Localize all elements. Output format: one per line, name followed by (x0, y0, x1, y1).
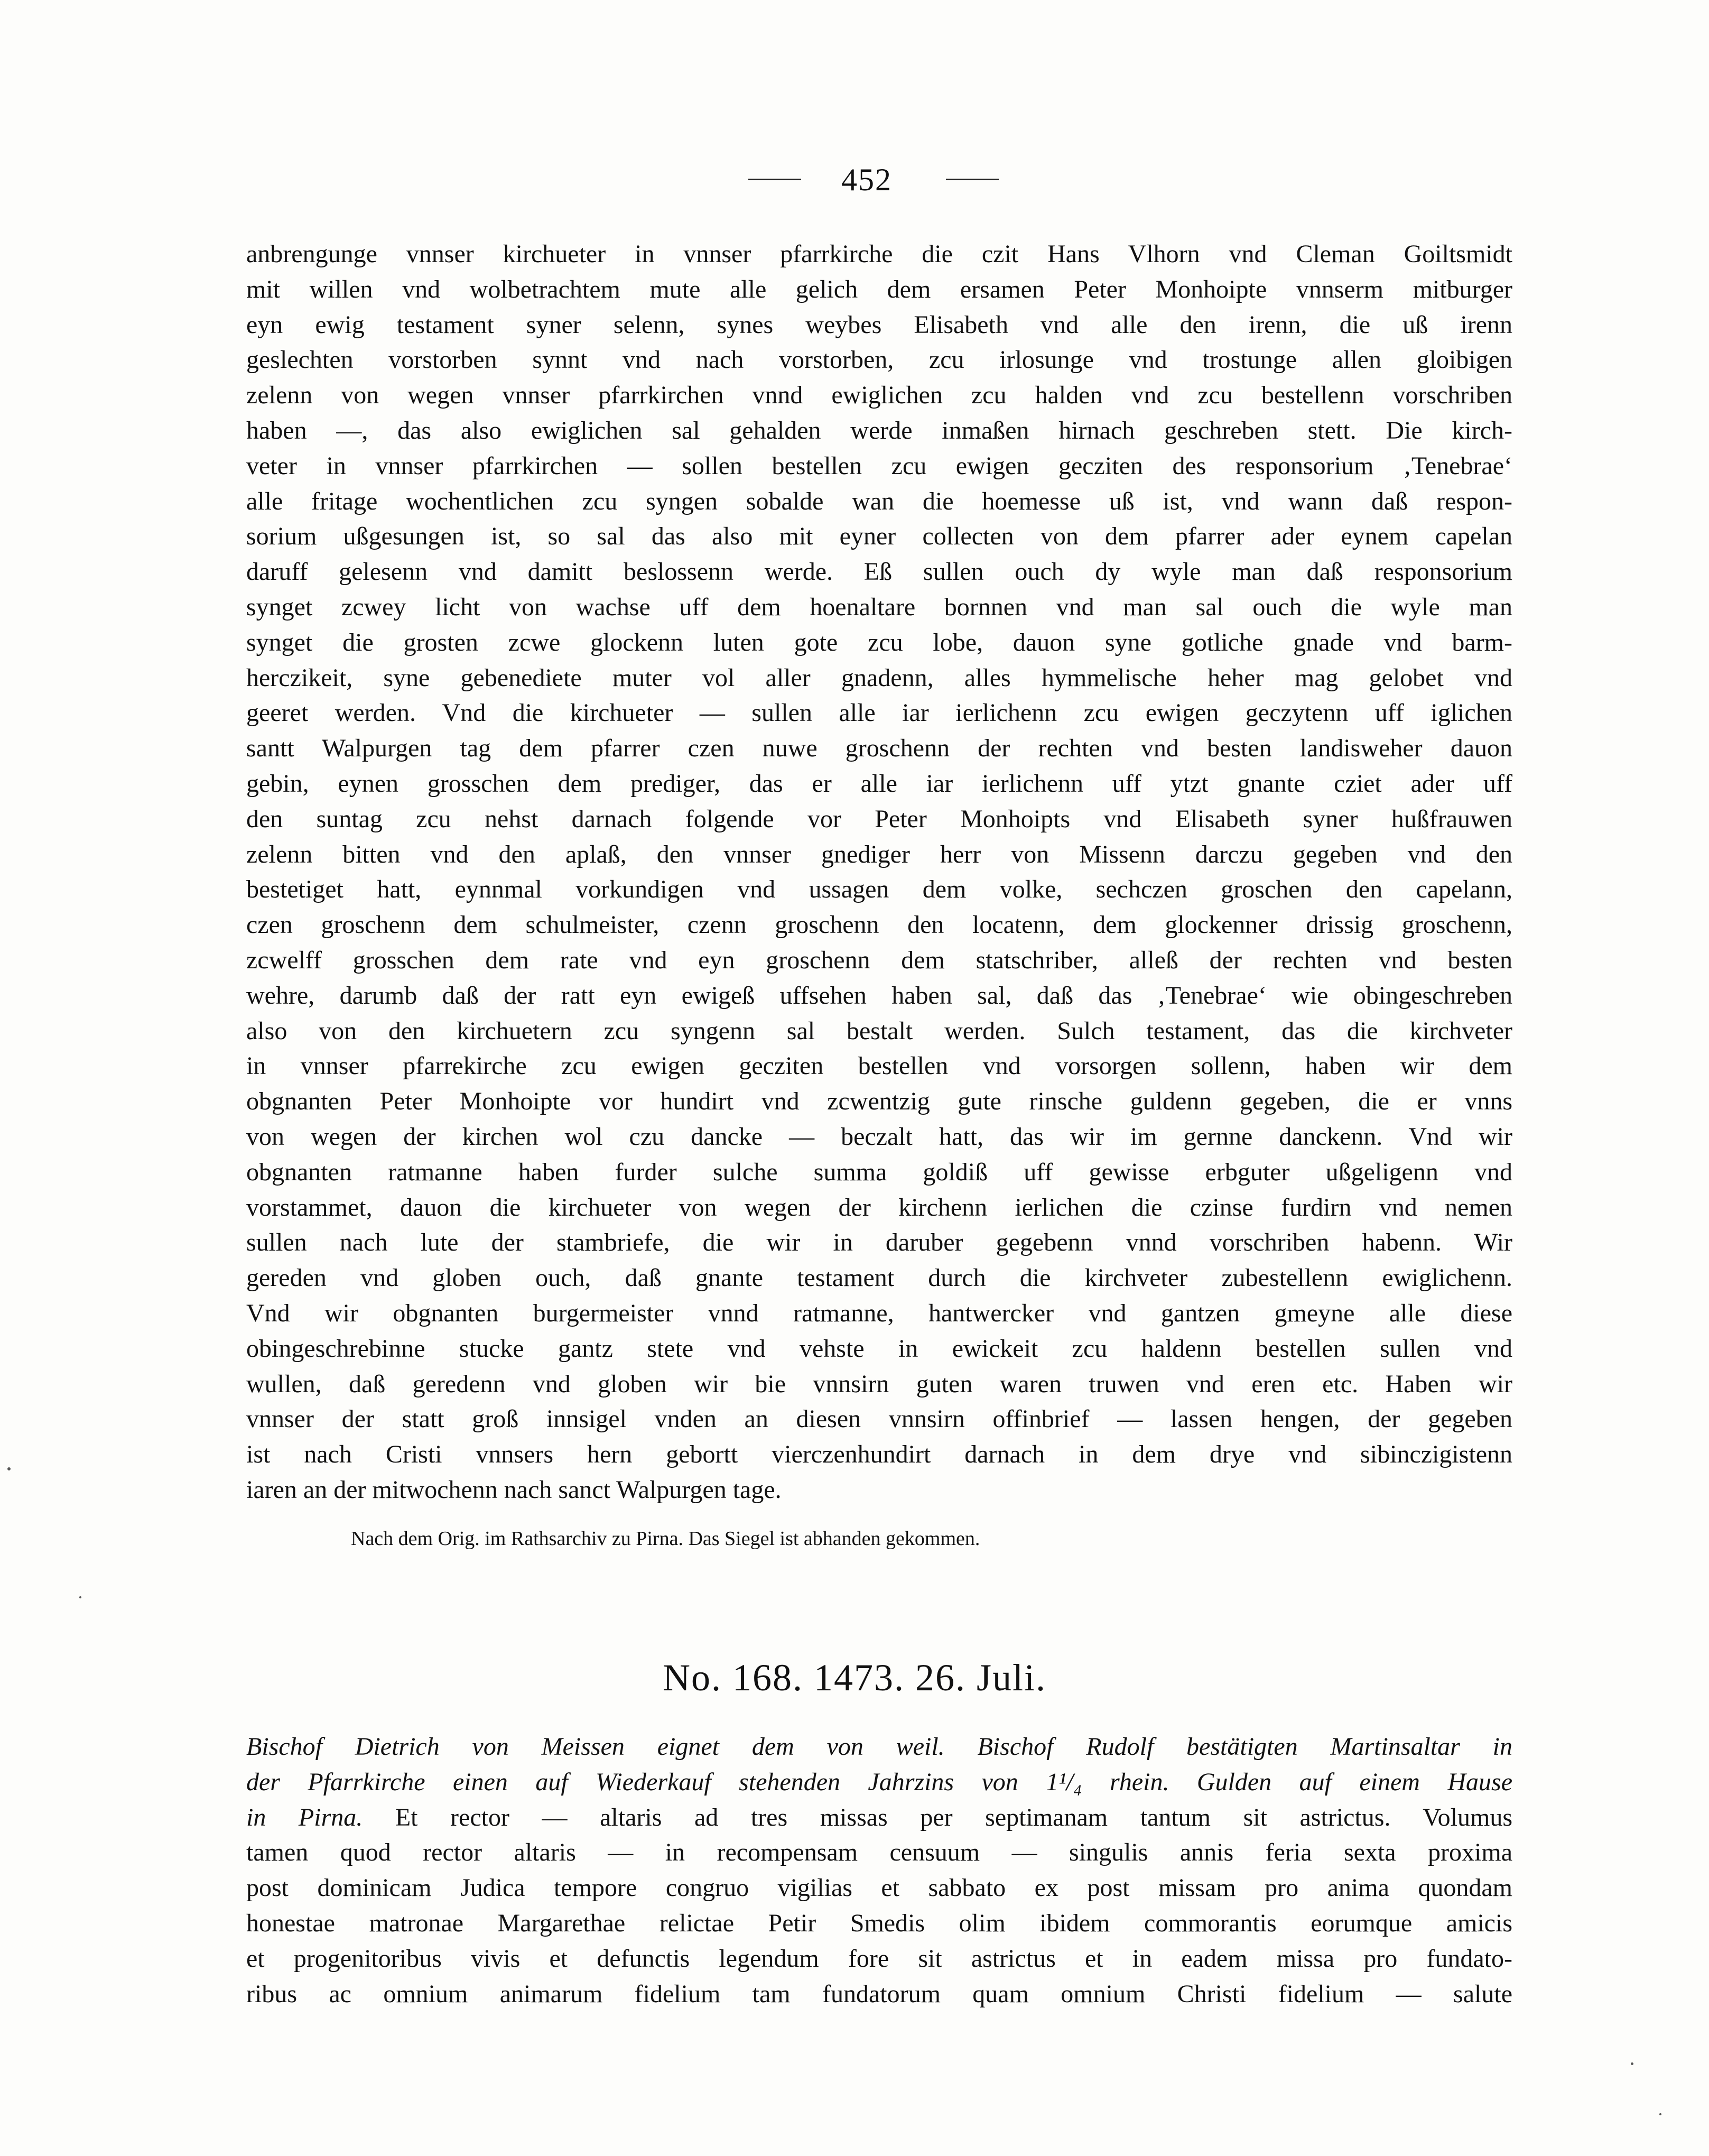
body-text-line: ist nach Cristi vnnsers hern gebortt vierczenhundirt darnach in dem drye vnd sibinczigistenn (246, 1440, 1512, 1469)
regest-italic-text: Bischof Dietrich von Meissen eignet dem von weil. Bischof Rudolf bestätigten Martinsaltar in (246, 1733, 1512, 1761)
body-text-line: iaren an der mitwochenn nach sanct Walpurgen tage. (246, 1475, 782, 1504)
document-body-text (246, 237, 1512, 1508)
body-text-line: alle fritage wochentlichen zcu syngen sobalde wan die hoemesse uß ist, vnd wann daß respon- (246, 487, 1512, 515)
margin-speck (79, 1596, 81, 1598)
regest-roman-text: et progenitoribus vivis et defunctis legendum fore sit astrictus et in eadem missa pro fundato- (246, 1944, 1512, 1973)
regest-text-line (246, 1906, 1512, 1941)
body-text-line: also von den kirchuetern zcu syngenn sal bestalt werden. Sulch testament, das die kirchveter (246, 1016, 1512, 1045)
document-heading: No. 168. 1473. 26. Juli. (662, 1657, 1047, 1699)
margin-speck (7, 1467, 11, 1470)
regest-text-line (246, 1941, 1512, 1977)
body-text-line: zelenn von wegen vnnser pfarrkirchen vnnd ewiglichen zcu halden vnd zcu bestellenn vorschriben (246, 381, 1512, 410)
regest-text-line (246, 1977, 1512, 2012)
body-text-line: santt Walpurgen tag dem pfarrer czen nuwe groschenn der rechten vnd besten landisweher dauon (246, 734, 1512, 763)
body-text-line: veter in vnnser pfarrkirchen — sollen bestellen zcu ewigen gecziten des responsorium ‚Tenebrae‘ (246, 451, 1512, 480)
body-text-line: geslechten vorstorben synnt vnd nach vorstorben, zcu irlosunge vnd trostunge allen gloibigen (246, 346, 1512, 374)
body-text-line: vnnser der statt groß innsigel vnden an diesen vnnsirn offinbrief — lassen hengen, der gegeben (246, 1405, 1512, 1433)
body-text-line: geeret werden. Vnd die kirchueter — sullen alle iar ierlichenn zcu ewigen geczytenn uff iglichen (246, 699, 1512, 727)
regest-italic-text: der Pfarrkirche einen auf Wiederkauf stehenden Jahrzins von 1¹/₄ rhein. Gulden auf einem Hause (246, 1768, 1512, 1796)
header-rule-right (946, 179, 999, 180)
regest-text-line (246, 1800, 1512, 1836)
regest-text-line (246, 1835, 1512, 1871)
body-text-line: daruff gelesenn vnd damitt beslossenn werde. Eß sullen ouch dy wyle man daß responsorium (246, 558, 1512, 586)
body-text-line: mit willen vnd wolbetrachtem mute alle gelich dem ersamen Peter Monhoipte vnnserm mitburger (246, 275, 1512, 303)
body-text-line: sorium ußgesungen ist, so sal das also mit eyner collecten von dem pfarrer ader eynem capelan (246, 522, 1512, 551)
body-text-line: zcwelff grosschen dem rate vnd eyn groschenn dem statschriber, alleß der rechten vnd besten (246, 946, 1512, 974)
regest-roman-text: Et rector — altaris ad tres missas per septimanam tantum sit astrictus. Volumus (363, 1803, 1512, 1831)
body-text-line: sullen nach lute der stambriefe, die wir in daruber gegebenn vnnd vorschriben habenn. Wir (246, 1228, 1512, 1257)
body-text-line: bestetiget hatt, eynnmal vorkundigen vnd ussagen dem volke, sechczen groschen den capelann, (246, 875, 1512, 904)
regest-roman-text: ribus ac omnium animarum fidelium tam fundatorum quam omnium Christi fidelium — salute (246, 1979, 1512, 2008)
body-text-line: von wegen der kirchen wol czu dancke — beczalt hatt, das wir im gernne danckenn. Vnd wir (246, 1122, 1512, 1151)
regest-roman-text: honestae matronae Margarethae relictae Petir Smedis olim ibidem commorantis eorumque amicis (246, 1909, 1512, 1937)
body-text-line: obgnanten ratmanne haben furder sulche summa goldiß uff gewisse erbguter ußgeligenn vnd (246, 1158, 1512, 1186)
body-text-line: obingeschrebinne stucke gantz stete vnd vehste in ewickeit zcu haldenn bestellen sullen vnd (246, 1334, 1512, 1363)
body-text-line: haben —, das also ewiglichen sal gehalden werde inmaßen hirnach geschreben stett. Die kirch- (246, 416, 1512, 445)
regest-text-line (246, 1765, 1512, 1800)
body-text-line: synget die grosten zcwe glockenn luten gote zcu lobe, dauon syne gotliche gnade vnd barm- (246, 628, 1512, 656)
page-header (0, 159, 1709, 201)
regest-text-line (246, 1729, 1512, 1765)
margin-speck (1631, 2062, 1633, 2065)
body-text-line: wullen, daß geredenn vnd globen wir bie vnnsirn guten waren truwen vnd eren etc. Haben wir (246, 1370, 1512, 1398)
margin-speck (1659, 2113, 1661, 2115)
body-text-line: gereden vnd globen ouch, daß gnante testament durch die kirchveter zubestellenn ewiglichenn. (246, 1264, 1512, 1292)
document-regest-text (246, 1729, 1512, 2012)
regest-roman-text: tamen quod rector altaris — in recompensam censuum — singulis annis feria sexta proxima (246, 1838, 1512, 1867)
body-text-line: Vnd wir obgnanten burgermeister vnnd ratmanne, hantwercker vnd gantzen gmeyne alle diese (246, 1299, 1512, 1327)
header-rule-left (748, 179, 801, 180)
regest-italic-text: in Pirna. (246, 1803, 363, 1831)
body-text-line: anbrengunge vnnser kirchueter in vnnser pfarrkirche die czit Hans Vlhorn vnd Cleman Goiltsmidt (246, 240, 1512, 268)
body-text-line: synget zcwey licht von wachse uff dem hoenaltare bornnen vnd man sal ouch die wyle man (246, 593, 1512, 621)
body-text-line: in vnnser pfarrekirche zcu ewigen gecziten bestellen vnd vorsorgen sollenn, haben wir dem (246, 1052, 1512, 1080)
body-text-line: herczikeit, syne gebenediete muter vol aller gnadenn, alles hymmelische heher mag gelobet vnd (246, 663, 1512, 692)
body-text-line: obgnanten Peter Monhoipte vor hundirt vnd zcwentzig gute rinsche guldenn gegeben, die er vnns (246, 1087, 1512, 1116)
source-note: Nach dem Orig. im Rathsarchiv zu Pirna. Das Siegel ist abhanden gekommen. (351, 1528, 980, 1550)
regest-roman-text: post dominicam Judica tempore congruo vigilias et sabbato ex post missam pro anima quondam (246, 1874, 1512, 1902)
body-text-line: eyn ewig testament syner selenn, synes weybes Elisabeth vnd alle den irenn, die uß irenn (246, 310, 1512, 339)
body-text-line: gebin, eynen grosschen dem prediger, das er alle iar ierlichenn uff ytzt gnante cziet ader uff (246, 769, 1512, 798)
regest-text-line (246, 1871, 1512, 1906)
body-text-line: den suntag zcu nehst darnach folgende vor Peter Monhoipts vnd Elisabeth syner hußfrauwen (246, 804, 1512, 833)
body-text-line: czen groschenn dem schulmeister, czenn groschenn den locatenn, dem glockenner drissig groschenn, (246, 911, 1512, 939)
body-text-line: zelenn bitten vnd den aplaß, den vnnser gnediger herr von Missenn darczu gegeben vnd den (246, 840, 1512, 868)
body-text-line: wehre, darumb daß der ratt eyn ewigeß uffsehen haben sal, daß das ‚Tenebrae‘ wie obingeschreben (246, 981, 1512, 1010)
page-number: 452 (841, 162, 892, 197)
body-text-line: vorstammet, dauon die kirchueter von wegen der kirchenn ierlichen die czinse furdirn vnd nemen (246, 1193, 1512, 1222)
